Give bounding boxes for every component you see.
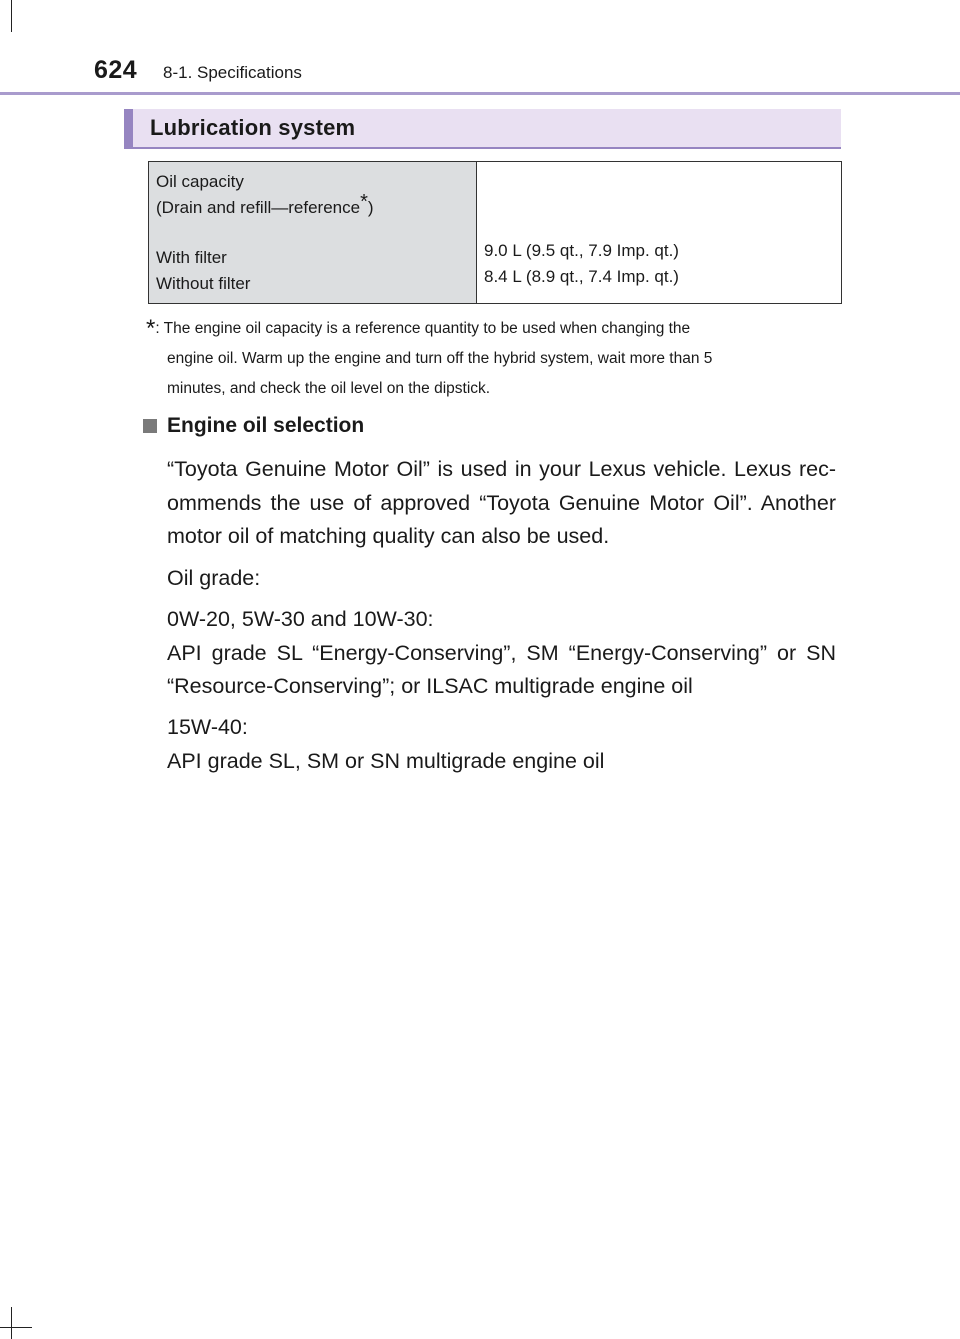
section-heading-box (124, 109, 841, 149)
grade-1-title: 0W-20, 5W-30 and 10W-30: (167, 607, 434, 631)
footnote-line-1: *: The engine oil capacity is a reference quantity to be used when changing the (146, 315, 691, 342)
oil-capacity-sublabel: (Drain and refill—reference*) (156, 190, 374, 217)
with-filter-label: With filter (156, 248, 227, 267)
footnote-asterisk: * (146, 315, 156, 342)
grade-2-text: API grade SL, SM or SN multigrade engine oil (167, 748, 605, 773)
square-bullet-icon (143, 419, 157, 433)
chapter-section-title: 8-1. Specifications (163, 63, 302, 82)
oil-capacity-label-cell (149, 162, 477, 303)
grade-2-title: 15W-40: (167, 715, 248, 739)
with-filter-value: 9.0 L (9.5 qt., 7.9 Imp. qt.) (484, 241, 679, 260)
oil-grade-group-1 (167, 603, 836, 704)
without-filter-value: 8.4 L (8.9 qt., 7.4 Imp. qt.) (484, 266, 679, 286)
oil-capacity-value-cell (477, 162, 841, 303)
footnote-line-2: engine oil. Warm up the engine and turn off the hybrid system, wait more than 5 (167, 350, 713, 367)
grade-1-text: API grade SL “Energy-Conserving”, SM “Energy-Conserving” or SN “Resource-Conserving”; or ILSAC multigrade engine oil (167, 640, 836, 698)
oil-capacity-label: Oil capacity (156, 172, 244, 191)
crop-mark-bottom-left-vertical (11, 1307, 12, 1339)
footnote (146, 314, 836, 404)
reference-asterisk: * (360, 190, 368, 213)
oil-capacity-table (148, 161, 842, 304)
header-rule (0, 92, 960, 95)
engine-oil-selection-heading: Engine oil selection (143, 414, 364, 438)
footnote-line-3: minutes, and check the oil level on the dipstick. (167, 380, 491, 397)
oil-grade-group-2 (167, 711, 836, 778)
engine-oil-paragraph: “Toyota Genuine Motor Oil” is used in your Lexus vehicle. Lexus rec-ommends the use of approved “Toyota Genuine Motor Oil”. Another motor oil of matching quality can also be used. (167, 457, 836, 548)
oil-grade-label: Oil grade: (167, 566, 261, 590)
section-title: Lubrication system (150, 115, 356, 140)
page-number: 624 (94, 56, 138, 84)
without-filter-label: Without filter (156, 273, 251, 293)
crop-mark-top-left-vertical (11, 0, 12, 32)
crop-mark-bottom-left-horizontal (0, 1327, 32, 1328)
